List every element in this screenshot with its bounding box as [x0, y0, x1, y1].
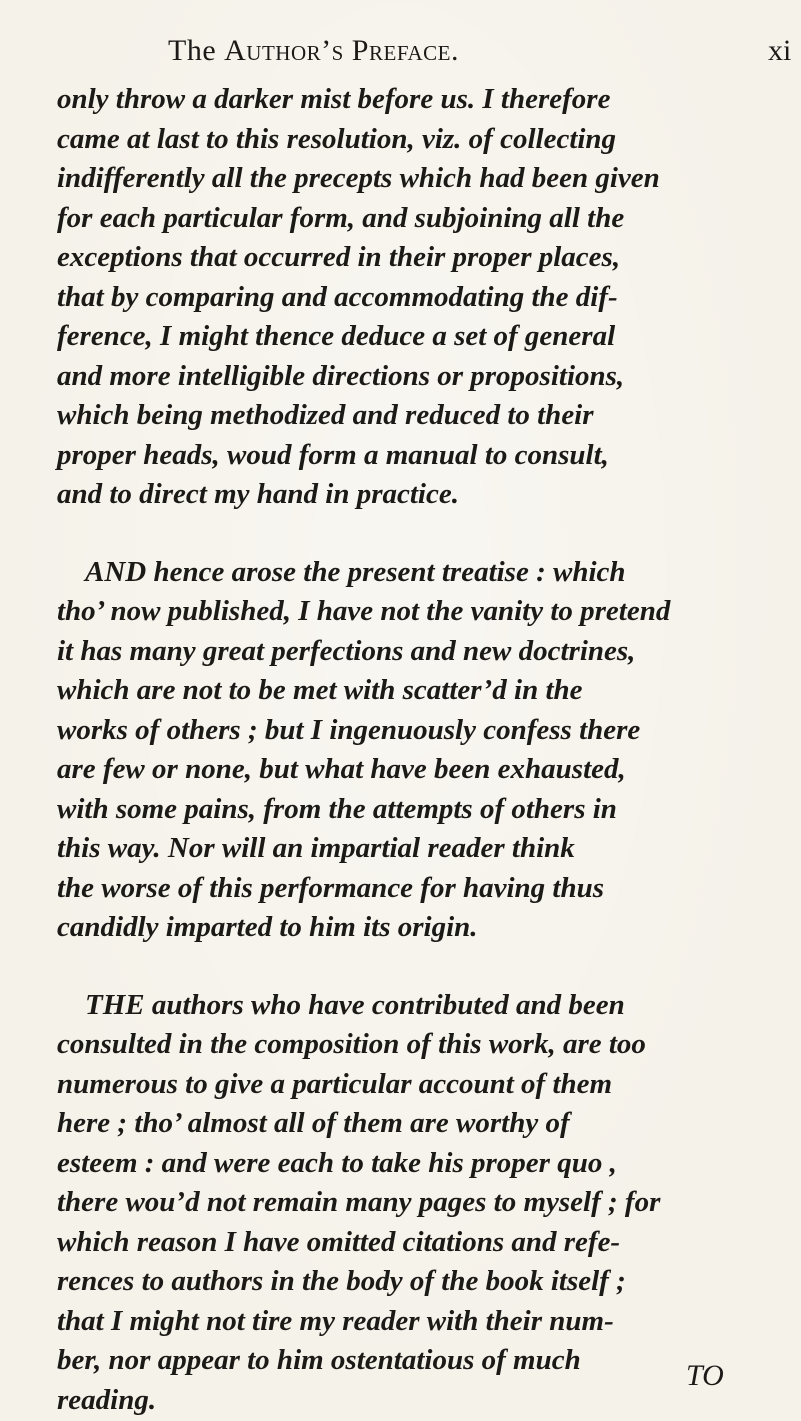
paragraph-2 — [57, 553, 757, 948]
text-line: indifferently all the precepts which had been given — [57, 162, 660, 194]
text-line: THE authors who have contributed and been — [85, 988, 625, 1021]
text-line: there wou’d not remain many pages to myself ; for — [57, 1186, 661, 1218]
text-line: consulted in the composition of this work, are too — [57, 1028, 646, 1060]
text-line: with some pains, from the attempts of others in — [57, 792, 617, 825]
page-number: xi — [768, 34, 792, 67]
text-line: esteem : and were each to take his proper quo , — [57, 1146, 617, 1179]
text-line: exceptions that occurred in their proper places, — [57, 241, 621, 273]
text-line: and to direct my hand in practice. — [57, 478, 459, 510]
text-line: AND hence arose the present treatise : which — [85, 555, 626, 588]
text-line: that I might not tire my reader with their num- — [57, 1304, 614, 1337]
paragraph-gap — [57, 948, 757, 986]
text-line: which are not to be met with scatter’d in the — [57, 674, 583, 706]
running-head-caps: Author’s Preface. — [224, 34, 459, 67]
preface-text — [57, 80, 757, 1420]
catchword: TO — [686, 1359, 724, 1392]
text-line: and more intelligible directions or propositions, — [57, 359, 625, 392]
paragraph-gap — [57, 515, 757, 553]
text-line: numerous to give a particular account of them — [57, 1067, 613, 1100]
text-line: tho’ now published, I have not the vanity to pretend — [57, 595, 671, 627]
text-line: rences to authors in the body of the book itself ; — [57, 1265, 626, 1297]
text-line: are few or none, but what have been exhausted, — [57, 753, 626, 785]
running-head — [168, 34, 648, 68]
text-line: ference, I might thence deduce a set of general — [57, 320, 616, 352]
text-line: works of others ; but I ingenuously confess there — [57, 713, 641, 746]
text-line: for each particular form, and subjoining all the — [57, 201, 625, 234]
text-line: here ; tho’ almost all of them are worthy of — [57, 1107, 570, 1139]
text-line: it has many great perfections and new doctrines, — [57, 634, 636, 667]
text-line: proper heads, woud form a manual to consult, — [57, 438, 609, 471]
text-line: came at last to this resolution, viz. of collecting — [57, 122, 617, 155]
text-line: the worse of this performance for having thus — [57, 871, 605, 904]
text-line: which being methodized and reduced to their — [57, 399, 594, 431]
text-line: which reason I have omitted citations and refe- — [57, 1225, 621, 1258]
running-head-lead: The — [168, 34, 225, 67]
text-line: reading. — [57, 1383, 157, 1416]
paragraph-3 — [57, 986, 757, 1421]
text-line: only throw a darker mist before us. I therefore — [57, 83, 611, 115]
text-line: that by comparing and accommodating the dif- — [57, 280, 618, 313]
text-line: this way. Nor will an impartial reader think — [57, 832, 575, 864]
text-line: candidly imparted to him its origin. — [57, 911, 478, 943]
paragraph-1 — [57, 80, 757, 515]
text-line: ber, nor appear to him ostentatious of much — [57, 1344, 581, 1376]
